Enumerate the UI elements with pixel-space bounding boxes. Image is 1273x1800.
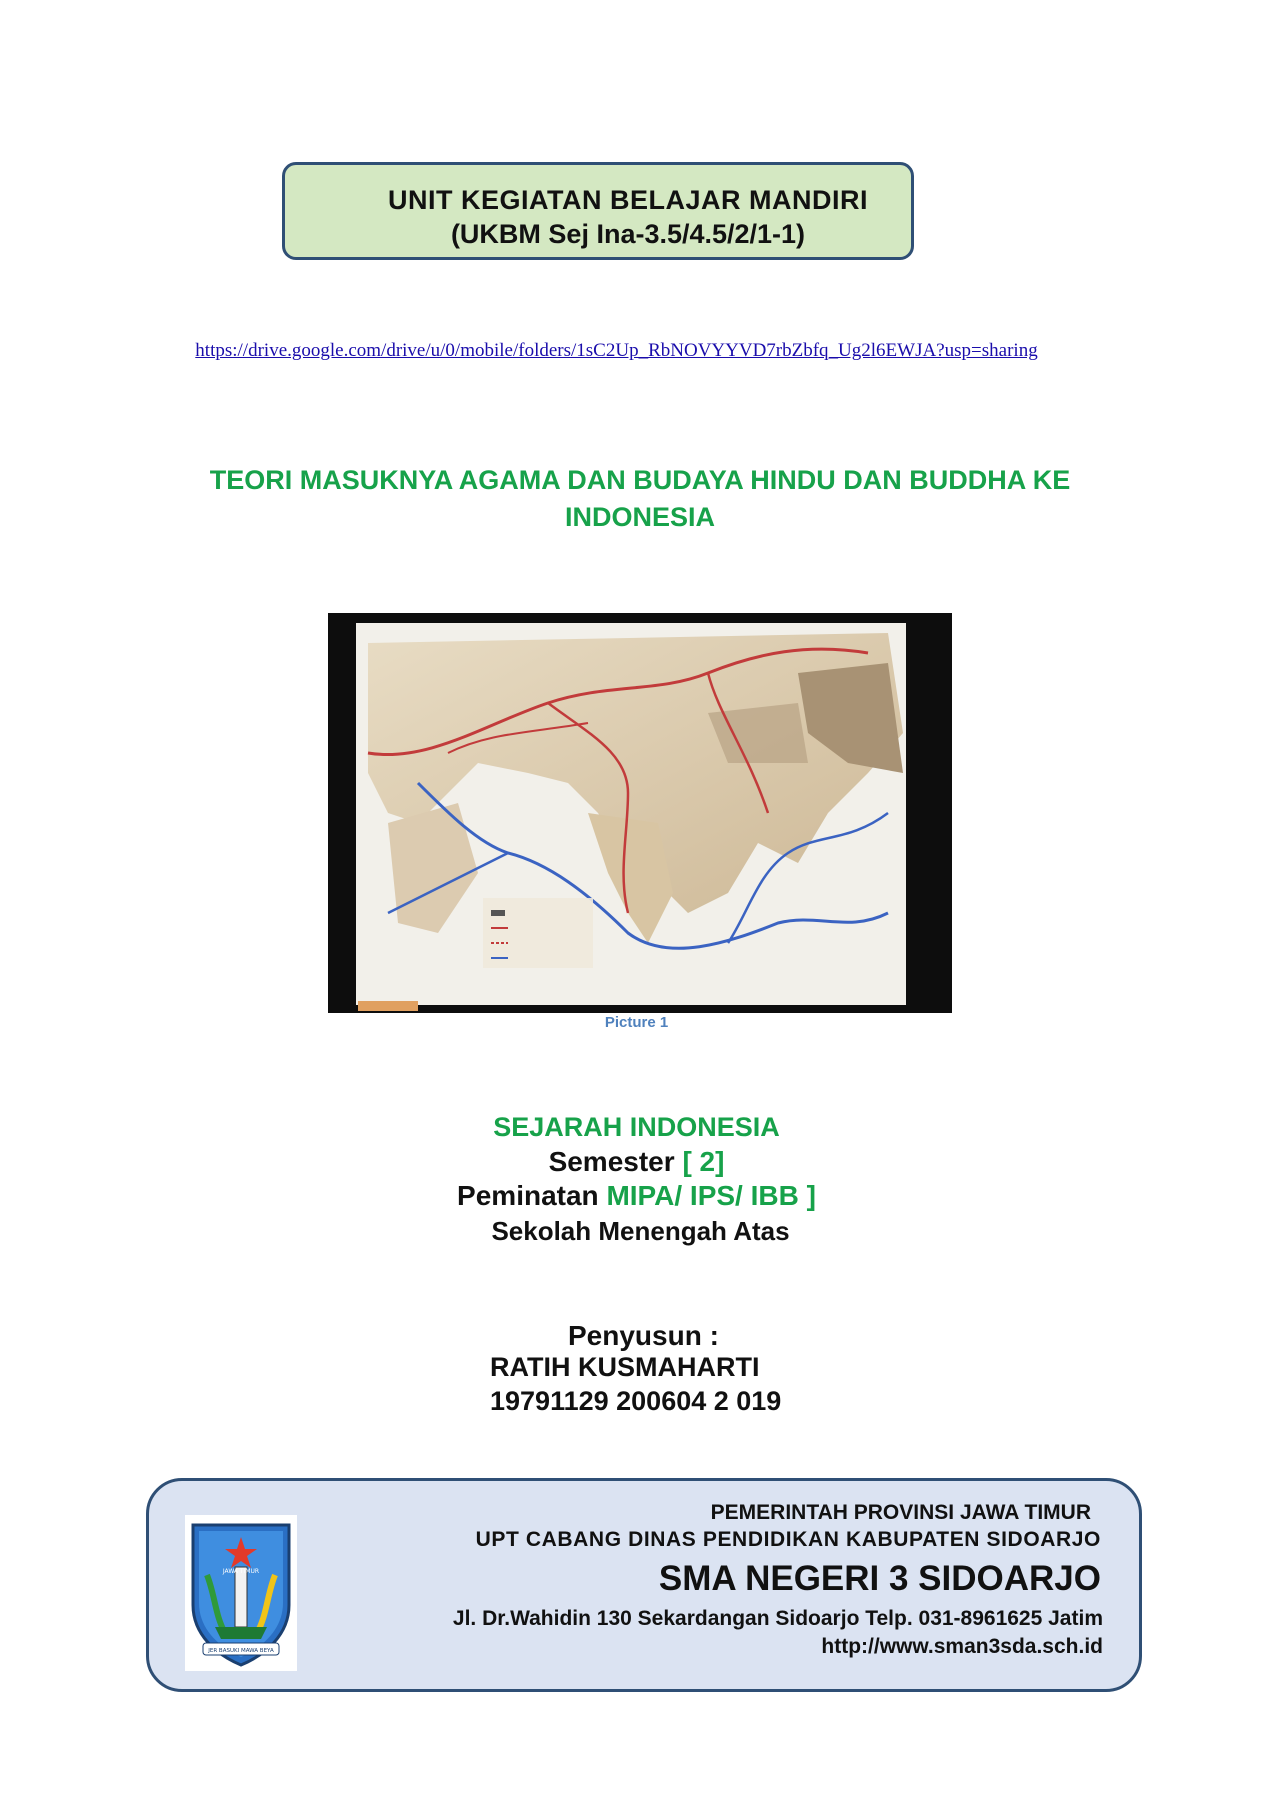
- provincial-emblem-icon: [185, 1515, 297, 1671]
- peminatan-label: Peminatan: [457, 1180, 599, 1211]
- footer-address: Jl. Dr.Wahidin 130 Sekardangan Sidoarjo Telp. 031-8961625 Jatim: [452, 1607, 1103, 1630]
- author-label: Penyusun :: [568, 1320, 719, 1351]
- peminatan-line: [0, 1180, 1273, 1212]
- semester-label: Semester: [548, 1146, 675, 1177]
- map-picture: [328, 613, 952, 1013]
- trade-route-map-image: [328, 613, 952, 1013]
- title-box: [282, 162, 914, 260]
- logo-text-top: JAWA TIMUR: [222, 1568, 260, 1575]
- semester-line: [0, 1146, 1273, 1178]
- author-name: RATIH KUSMAHARTI: [490, 1352, 760, 1382]
- picture-caption: Picture 1: [604, 1014, 669, 1031]
- drive-link[interactable]: https://drive.google.com/drive/u/0/mobile/folders/1sC2Up_RbNOVYYVD7rbZbfq_Ug2l6EWJA?usp=sharing: [195, 340, 1038, 361]
- title-line-1: UNIT KEGIATAN BELAJAR MANDIRI: [388, 185, 868, 215]
- semester-value: [ 2]: [682, 1146, 725, 1177]
- footer-school-name: SMA NEGERI 3 SIDOARJO: [658, 1559, 1101, 1598]
- title-line-2: (UKBM Sej Ina-3.5/4.5/2/1-1): [450, 219, 806, 249]
- footer-government: PEMERINTAH PROVINSI JAWA TIMUR: [710, 1501, 1091, 1524]
- footer-agency: UPT CABANG DINAS PENDIDIKAN KABUPATEN SIDOARJO: [475, 1528, 1101, 1551]
- footer-website-link[interactable]: http://www.sman3sda.sch.id: [821, 1635, 1103, 1658]
- subject-title: SEJARAH INDONESIA: [493, 1112, 780, 1142]
- school-level: Sekolah Menengah Atas: [491, 1216, 790, 1246]
- main-title: TEORI MASUKNYA AGAMA DAN BUDAYA HINDU DAN BUDDHA KE INDONESIA: [209, 465, 1071, 532]
- jawa-timur-logo: [185, 1515, 297, 1671]
- author-nip: 19791129 200604 2 019: [490, 1386, 782, 1416]
- peminatan-value: MIPA/ IPS/ IBB ]: [606, 1180, 816, 1211]
- footer-box: [146, 1478, 1142, 1692]
- logo-motto: JER BASUKI MAWA BEYA: [208, 1648, 274, 1654]
